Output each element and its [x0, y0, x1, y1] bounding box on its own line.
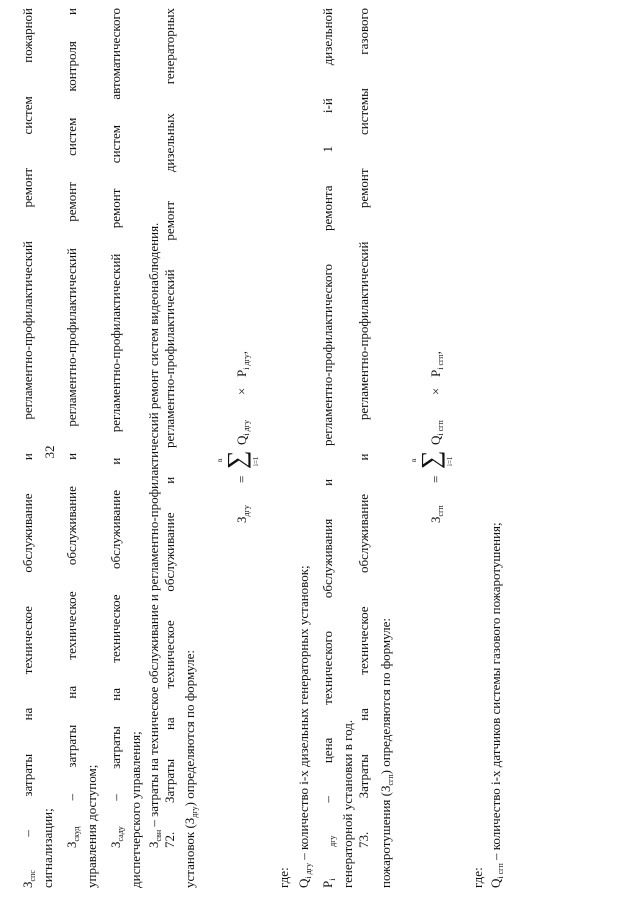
para-73-line-2: пожаротушения $(З_{сгп})$ определяются по формуле:: [378, 618, 395, 888]
zskud-line-2: управления доступом;: [84, 764, 99, 888]
def-q-dgu: $Q_{i дгу}$ – количество i-х дизельных генераторных установок;: [296, 565, 313, 888]
zsadu-line-1: $З_{саду}$ – затраты на техническое обслуживание и регламентно-профилактический ремонт систем автоматического: [108, 7, 125, 848]
para-72-line-2: установок $(З_{дгу})$ определяются по формуле:: [182, 650, 199, 888]
zsadu-line-2: диспетчерского управления;: [128, 731, 143, 888]
formula-dgu: $З_{дгу}$ = n ∑ i=1 $Q_{i дгу}$ × $P_{i дгу}$,: [216, 350, 260, 523]
zsvn-line: $З_{свн}$ – затраты на техническое обслуживание и регламентно-профилактический ремонт систем видеонаблюдения.: [146, 222, 163, 848]
rotated-page-content: [0, 8, 506, 888]
para-73-line-1: 73. Затраты на техническое обслуживание и регламентно-профилактический ремонт системы газового: [356, 8, 371, 848]
def-p-dgu-line-1: $P_{i дгу}$ – цена технического обслуживания и регламентно-профилактического ремонта 1 i-й дизельной: [320, 7, 337, 888]
page-number: 32: [42, 445, 57, 459]
where-label-1: где:: [276, 867, 291, 888]
zspc-line-2: сигнализации;: [40, 808, 55, 888]
formula-sgp: $З_{сгп}$ = n ∑ i=1 $Q_{i сгп}$ × $P_{i сгп}$,: [410, 351, 454, 523]
zskud-line-1: $З_{скуд}$ – затраты на техническое обслуживание и регламентно-профилактический ремонт систем контроля и: [64, 7, 81, 848]
def-q-sgp: $Q_{i сгп}$ – количество i-х датчиков системы газового пожаротушения;: [488, 522, 505, 888]
zspc-line-1: $З_{спс}$ – затраты на техническое обслуживание и регламентно-профилактический ремонт систем пожарной: [20, 7, 37, 888]
where-label-2: где:: [470, 867, 485, 888]
def-p-dgu-line-2: генераторной установки в год.: [340, 719, 355, 888]
para-72-line-1: 72. Затраты на техническое обслуживание и регламентно-профилактический ремонт дизельных генераторных: [162, 8, 177, 848]
